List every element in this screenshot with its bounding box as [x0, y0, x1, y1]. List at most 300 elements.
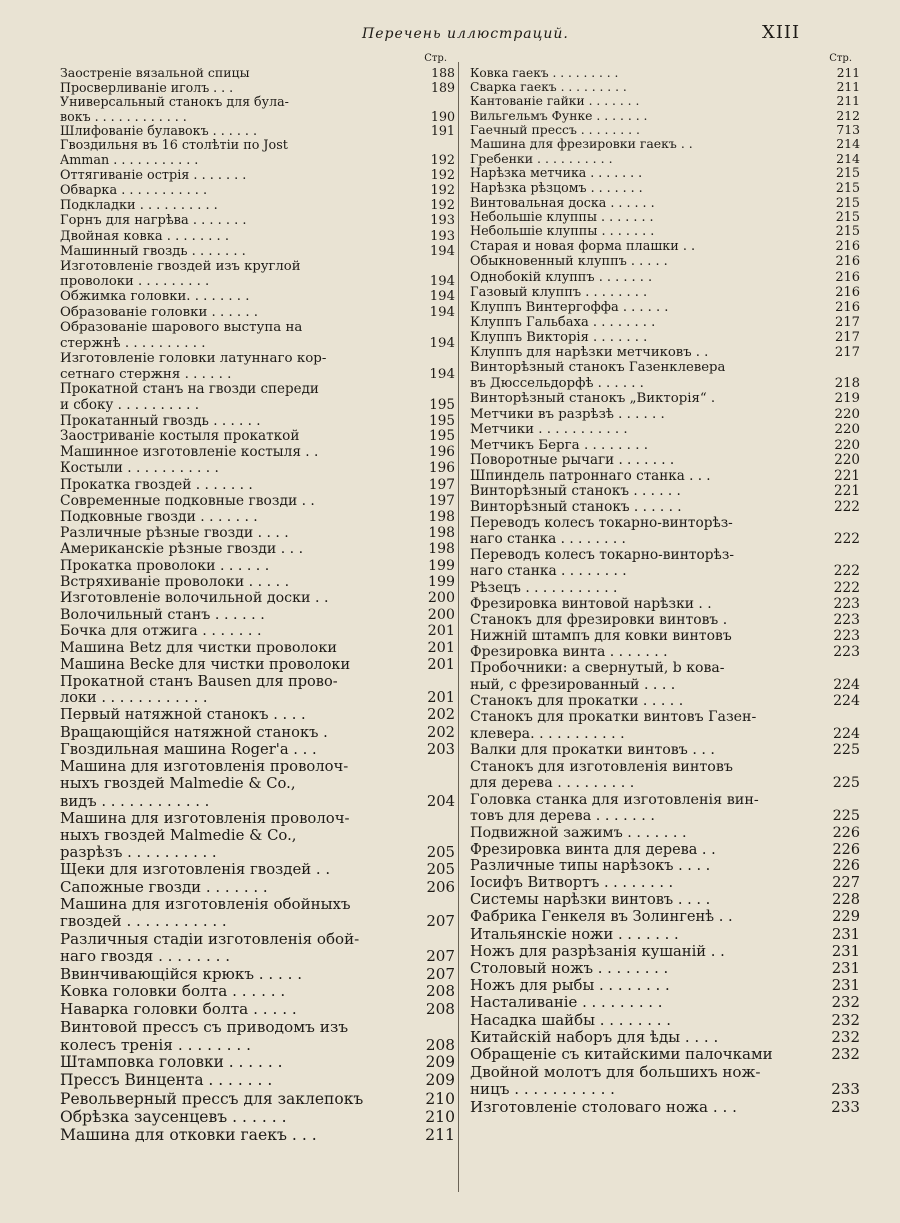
toc-entry-label: Подвижной зажимъ . . . . . . .: [470, 825, 687, 842]
toc-entry-page: 203: [426, 741, 455, 759]
toc-entry-label: Прессъ Винцента . . . . . . .: [60, 1072, 273, 1090]
toc-entry-label: Обрѣзка заусенцевъ . . . . . .: [60, 1108, 287, 1127]
toc-entry-page: 226: [832, 841, 860, 858]
toc-entry-label: Револьверный прессъ для заклепокъ: [60, 1090, 364, 1109]
toc-entry-page: 220: [834, 421, 860, 437]
toc-entry-page: 195: [429, 412, 455, 429]
toc-entry: [60, 429, 455, 445]
toc-entry-page: 212: [836, 108, 860, 123]
toc-entry-label: Насталиванiе . . . . . . . . .: [470, 994, 663, 1012]
toc-entry-label: Встряхиванiе проволоки . . . . .: [60, 573, 290, 590]
toc-entry-label: Прокатка гвоздей . . . . . . .: [60, 476, 253, 493]
toc-entry: [470, 109, 860, 123]
toc-entry: [470, 66, 860, 80]
toc-entry-page: 224: [833, 693, 860, 709]
toc-entry: [470, 137, 860, 151]
toc-entry-label: Iосифъ Витвортъ . . . . . . . .: [470, 875, 674, 892]
toc-entry: [470, 792, 860, 825]
toc-entry-page: 229: [832, 908, 860, 925]
toc-entry-page: 218: [834, 375, 860, 391]
toc-entry: [60, 541, 455, 557]
column-divider: [458, 62, 459, 1192]
toc-entry-page: 211: [836, 66, 860, 80]
right-column-head: Стр.: [829, 53, 852, 64]
toc-entry-label: Фрезировка винта . . . . . . .: [470, 644, 668, 661]
toc-entry-label: Машина для фрезировки гаекъ . .: [470, 137, 693, 152]
toc-entry-page: 222: [833, 499, 860, 516]
toc-entry-page: 198: [428, 508, 455, 525]
toc-entry-label: Винтовальная доска . . . . . .: [470, 195, 655, 210]
toc-entry-label: Заостренiе вязальной спицы: [60, 66, 250, 80]
toc-entry: [470, 196, 860, 211]
toc-entry: [60, 983, 455, 1001]
toc-entry-page: 233: [831, 1097, 860, 1116]
toc-entry-label: Подкладки . . . . . . . . . .: [60, 198, 218, 214]
toc-entry-page: 194: [429, 243, 455, 259]
toc-entry-label: Фрезировка винтовой нарѣзки . .: [470, 595, 712, 612]
toc-entry: [60, 674, 455, 708]
toc-entry-label: Просверливанiе иголъ . . .: [60, 80, 234, 95]
toc-entry-label: Изготовленiе головки латуннаго кор- сетнаго стержня . . . . . .: [60, 351, 327, 382]
toc-entry-page: 201: [427, 623, 455, 640]
toc-entry: [470, 516, 860, 548]
toc-entry-page: 220: [834, 406, 860, 422]
toc-entry-page: 204: [426, 792, 455, 810]
toc-entry: [470, 960, 860, 977]
toc-entry-label: Различные типы нарѣзокъ . . . .: [470, 858, 711, 875]
toc-entry-label: Клуппъ Гальбаха . . . . . . . .: [470, 314, 656, 330]
header-title: Перечень иллюстраций.: [362, 26, 569, 42]
toc-entry-label: Машина для изготовленiя проволоч- ныхъ гвоздей Malmedie & Co., видъ . . . . . . . . . . . .: [60, 758, 349, 810]
toc-entry-page: 215: [835, 209, 860, 225]
toc-entry: [60, 741, 455, 758]
toc-entry: [60, 289, 455, 304]
toc-entry-label: Обварка . . . . . . . . . . .: [60, 183, 208, 198]
toc-entry-page: 232: [831, 993, 860, 1012]
right-column: [470, 52, 860, 1116]
toc-entry-label: Валки для прокатки винтовъ . . .: [470, 742, 715, 759]
toc-entry-page: 217: [834, 329, 860, 345]
toc-entry-label: Наварка головки болта . . . . .: [60, 1001, 297, 1019]
toc-entry-page: 192: [430, 182, 455, 198]
toc-entry-label: Заостриванiе костыля прокаткой: [60, 429, 300, 445]
toc-entry: [470, 994, 860, 1011]
toc-entry: [60, 861, 455, 878]
toc-entry: [60, 493, 455, 509]
toc-entry-label: Образованiе шарового выступа на стержнѣ . . . . . . . . . .: [60, 320, 303, 351]
toc-entry-label: Машина для отковки гаекъ . . .: [60, 1126, 317, 1145]
toc-entry-label: Машина Betz для чистки проволоки: [60, 640, 337, 657]
toc-entry-label: Шпиндель патроннаго станка . . .: [470, 468, 711, 484]
toc-entry-label: Машинный гвоздь . . . . . . .: [60, 243, 246, 259]
toc-entry-label: Вращающiйся натяжной станокъ .: [60, 724, 328, 742]
toc-entry-label: Ковка головки болта . . . . . .: [60, 983, 286, 1001]
toc-entry-page: 228: [832, 891, 860, 909]
toc-entry-page: 223: [833, 611, 860, 628]
toc-entry-page: 189: [431, 79, 455, 95]
toc-entry-label: Небольшiе клуппы . . . . . . .: [470, 210, 654, 225]
toc-entry: [60, 607, 455, 624]
toc-entry-label: Прокатной станъ Bausen для прово- локи . . . . . . . . . . . .: [60, 673, 338, 707]
toc-entry-page: 222: [833, 562, 860, 579]
toc-entry-label: Костыли . . . . . . . . . . .: [60, 460, 219, 476]
toc-entry-page: 211: [425, 1125, 455, 1145]
toc-entry-page: 200: [427, 606, 455, 623]
toc-entry-page: 225: [832, 808, 860, 825]
toc-entry-label: Универсальный станокъ для була- вокъ . . . . . . . . . . . .: [60, 95, 289, 124]
toc-entry: [60, 139, 455, 169]
toc-entry-page: 193: [430, 228, 455, 244]
toc-entry-page: 211: [836, 80, 860, 95]
toc-entry-page: 209: [425, 1071, 455, 1090]
toc-entry: [470, 742, 860, 758]
toc-entry-page: 232: [831, 1010, 860, 1029]
toc-entry-label: Бочка для отжига . . . . . . .: [60, 623, 262, 640]
toc-entry-page: 217: [835, 314, 860, 330]
toc-entry: [60, 351, 455, 382]
toc-entry-page: 190: [430, 108, 455, 124]
toc-entry-page: 202: [427, 724, 455, 742]
left-column: [60, 52, 455, 1144]
toc-entry-label: Машина Becke для чистки проволоки: [60, 656, 351, 673]
toc-entry-label: Гвоздильная машина Roger'а . . .: [60, 741, 317, 759]
toc-entry: [470, 500, 860, 516]
toc-entry: [60, 305, 455, 320]
page-header: [0, 22, 900, 50]
toc-entry-label: Переводъ колесъ токарно-винторѣз- наго станка . . . . . . . .: [470, 516, 733, 547]
toc-entry: [60, 1019, 455, 1055]
toc-entry-page: 201: [427, 690, 455, 707]
toc-entry-label: Системы нарѣзки винтовъ . . . .: [470, 892, 711, 909]
toc-entry-page: 214: [836, 150, 860, 166]
toc-entry: [470, 300, 860, 315]
toc-entry-page: 231: [831, 977, 860, 995]
toc-entry-label: Ножъ для рыбы . . . . . . . .: [470, 977, 670, 995]
toc-entry: [60, 461, 455, 477]
toc-entry-label: Насадка шайбы . . . . . . . .: [470, 1011, 671, 1029]
toc-entry-label: Метчики . . . . . . . . . . .: [470, 421, 628, 437]
toc-entry-page: 225: [832, 775, 860, 792]
toc-entry-label: Современные подковные гвозди . .: [60, 492, 315, 509]
toc-entry-page: 211: [836, 94, 860, 109]
toc-entry-label: Клуппъ Викторiя . . . . . . .: [470, 329, 648, 345]
toc-entry: [60, 724, 455, 741]
toc-entry-label: Винторѣзный станокъ . . . . . .: [470, 500, 682, 516]
toc-entry-label: Рѣзецъ . . . . . . . . . . .: [470, 579, 618, 596]
toc-entry-label: Обыкновенный клуппъ . . . . .: [470, 254, 668, 269]
toc-entry-label: Станокъ для изготовленiя винтовъ для дерева . . . . . . . . .: [470, 758, 733, 792]
toc-entry: [470, 181, 860, 196]
toc-entry-label: Изготовленiе столоваго ножа . . .: [470, 1098, 737, 1116]
toc-entry-page: 194: [429, 304, 455, 320]
toc-entry-page: 198: [428, 541, 455, 558]
toc-entry-page: 201: [427, 640, 455, 657]
toc-entry: [60, 590, 455, 607]
toc-entry: [470, 548, 860, 580]
toc-entry-page: 231: [831, 960, 860, 978]
toc-entry-page: 192: [430, 198, 455, 214]
toc-entry-label: Винторѣзный станокъ Газенклевера въ Дюссельдорфѣ . . . . . .: [470, 360, 726, 391]
toc-entry: [470, 152, 860, 167]
toc-entry-label: Клуппъ для нарѣзки метчиковъ . .: [470, 345, 709, 361]
toc-entry-page: 215: [835, 194, 860, 210]
toc-entry: [470, 225, 860, 240]
toc-entry-page: 215: [835, 179, 860, 195]
toc-entry-label: Ковка гаекъ . . . . . . . . .: [470, 66, 619, 80]
toc-entry-label: Переводъ колесъ токарно-винторѣз- наго станка . . . . . . . .: [470, 547, 734, 579]
toc-entry-page: 220: [834, 452, 860, 469]
toc-entry: [60, 66, 455, 81]
toc-entry: [470, 166, 860, 181]
toc-entry-label: Штамповка головки . . . . . .: [60, 1054, 283, 1072]
toc-entry-label: Старая и новая форма плашки . .: [470, 239, 696, 254]
toc-entry-page: 231: [831, 943, 860, 960]
toc-entry-label: Американскiе рѣзные гвозди . . .: [60, 541, 304, 558]
toc-entry-label: Станокъ для прокатки винтовъ Газен- клевера. . . . . . . . . . .: [470, 709, 757, 742]
toc-entry: [60, 758, 455, 809]
toc-entry-page: 221: [834, 483, 860, 500]
toc-entry-label: Небольшiе клуппы . . . . . . .: [470, 224, 655, 239]
toc-entry: [470, 709, 860, 742]
toc-entry: [470, 759, 860, 792]
toc-entry-label: Винторѣзный станокъ „Викторiя“ .: [470, 391, 716, 407]
toc-entry: [60, 640, 455, 657]
toc-entry-page: 192: [430, 152, 455, 168]
toc-entry-label: Однобокiй клуппъ . . . . . . .: [470, 269, 653, 285]
toc-entry-label: Машинное изготовленiе костыля . .: [60, 445, 319, 461]
toc-entry: [60, 879, 455, 896]
toc-entry-page: 224: [833, 676, 860, 693]
toc-entry-page: 220: [834, 437, 860, 453]
toc-entry-label: Поворотные рычаги . . . . . . .: [470, 453, 675, 469]
toc-entry-label: Двойной молотъ для большихъ нож- ницъ . . . . . . . . . . .: [470, 1063, 761, 1099]
toc-entry: [470, 612, 860, 628]
toc-entry-page: 201: [427, 656, 455, 673]
toc-entry-page: 713: [836, 121, 860, 137]
toc-entry-label: Изготовленiе волочильной доски . .: [60, 590, 329, 607]
toc-entry-label: Горнъ для нагрѣва . . . . . . .: [60, 213, 247, 229]
toc-entry: [470, 210, 860, 225]
toc-entry: [60, 414, 455, 430]
toc-entry-page: 216: [835, 299, 860, 315]
toc-entry-label: Изготовленiе гвоздей изъ круглой проволоки . . . . . . . . .: [60, 258, 301, 290]
toc-entry: [470, 892, 860, 909]
toc-entry: [470, 977, 860, 994]
toc-entry-label: Нижнiй штампъ для ковки винтовъ: [470, 627, 732, 644]
toc-entry: [60, 1126, 455, 1144]
toc-entry: [60, 124, 455, 139]
toc-entry: [470, 345, 860, 360]
toc-entry-page: 206: [426, 877, 455, 896]
toc-entry-label: Прокатной станъ на гвозди спереди и сбоку . . . . . . . . . .: [60, 382, 319, 413]
toc-entry: [470, 596, 860, 612]
toc-entry-label: Винтовой прессъ съ приводомъ изъ колесъ тренiя . . . . . . . .: [60, 1018, 349, 1054]
toc-entry: [470, 438, 860, 454]
toc-entry-page: 205: [426, 844, 455, 862]
toc-entry-page: 223: [833, 644, 860, 661]
toc-entry-page: 208: [425, 982, 455, 1001]
toc-entry: [470, 660, 860, 693]
toc-entry: [60, 1001, 455, 1019]
toc-entry-label: Газовый клуппъ . . . . . . . .: [470, 284, 648, 300]
toc-entry: [470, 693, 860, 709]
toc-entry: [470, 875, 860, 892]
toc-entry-page: 188: [431, 65, 455, 80]
toc-entry-page: 223: [833, 627, 860, 644]
toc-entry: [60, 931, 455, 966]
toc-entry: [470, 270, 860, 285]
toc-entry: [60, 574, 455, 590]
toc-entry-label: Нарѣзка метчика . . . . . . .: [470, 166, 643, 181]
toc-entry-label: Метчики въ разрѣзѣ . . . . . .: [470, 406, 665, 422]
toc-entry: [60, 169, 455, 184]
toc-entry: [60, 95, 455, 124]
toc-entry-page: 208: [425, 1000, 455, 1019]
toc-entry: [60, 81, 455, 96]
toc-entry: [60, 229, 455, 244]
toc-entry: [60, 707, 455, 724]
toc-entry-page: 194: [429, 335, 455, 351]
toc-entry-label: Ввинчивающiйся крюкъ . . . . .: [60, 965, 303, 983]
left-column-head: Стр.: [424, 53, 447, 64]
toc-entry-page: 216: [835, 253, 860, 269]
toc-entry-page: 233: [831, 1080, 860, 1099]
toc-entry: [60, 1072, 455, 1090]
toc-entry-page: 215: [835, 223, 860, 239]
toc-entry: [470, 123, 860, 137]
toc-entry: [470, 240, 860, 255]
toc-entry-page: 210: [425, 1090, 455, 1109]
toc-entry: [470, 255, 860, 270]
toc-entry-page: 224: [832, 725, 860, 742]
toc-entry-page: 195: [429, 428, 455, 445]
toc-entry-page: 194: [429, 289, 455, 305]
toc-entry-page: 194: [429, 366, 455, 382]
toc-entry-page: 227: [832, 875, 860, 892]
toc-entry: [470, 1064, 860, 1099]
toc-entry-label: Столовый ножъ . . . . . . . .: [470, 960, 669, 978]
toc-entry-label: Оттягиванiе острiя . . . . . . .: [60, 168, 247, 183]
toc-entry-label: Первый натяжной станокъ . . . .: [60, 707, 306, 724]
toc-entry: [60, 623, 455, 640]
toc-entry: [470, 330, 860, 345]
toc-entry-label: Вильгельмъ Функе . . . . . . .: [470, 108, 648, 123]
toc-entry-page: 198: [428, 525, 455, 542]
toc-entry-page: 195: [429, 397, 455, 413]
toc-entry-page: 197: [428, 476, 455, 493]
toc-entry-label: Сапожные гвозди . . . . . . .: [60, 878, 268, 896]
toc-entry-page: 215: [836, 165, 860, 181]
toc-entry-label: Китайскiй наборъ для ѣды . . . .: [470, 1029, 719, 1047]
toc-entry-label: Метчикъ Берга . . . . . . . .: [470, 437, 649, 453]
toc-entry-page: 209: [425, 1053, 455, 1072]
toc-entry: [60, 184, 455, 199]
toc-entry-page: 210: [425, 1108, 455, 1127]
toc-entry-label: Гребенки . . . . . . . . . .: [470, 151, 613, 166]
toc-entry: [470, 285, 860, 300]
toc-entry-label: Винторѣзный станокъ . . . . . .: [470, 484, 681, 500]
toc-entry-label: Двойная ковка . . . . . . . .: [60, 228, 229, 244]
toc-entry-page: 216: [835, 269, 860, 285]
toc-entry-label: Итальянскiе ножи . . . . . . .: [470, 925, 679, 943]
toc-entry: [60, 525, 455, 541]
toc-entry: [60, 477, 455, 493]
toc-entry: [470, 453, 860, 469]
toc-entry-page: 219: [834, 391, 860, 407]
toc-entry-page: 200: [427, 590, 455, 607]
toc-entry: [470, 909, 860, 926]
toc-entry-label: Сварка гаекъ . . . . . . . . .: [470, 80, 627, 95]
toc-entry: [470, 80, 860, 94]
toc-entry-label: Ножъ для разрѣзанiя кушанiй . .: [470, 943, 725, 960]
toc-entry-label: Головка станка для изготовленiя вин- товъ для дерева . . . . . . .: [470, 791, 759, 825]
toc-entry-page: 214: [836, 136, 860, 152]
toc-entry: [470, 94, 860, 108]
toc-entry: [60, 382, 455, 413]
toc-entry-label: Шлифованiе булавокъ . . . . . .: [60, 124, 257, 139]
toc-entry-page: 193: [430, 213, 455, 229]
toc-entry-page: 226: [832, 858, 860, 875]
toc-entry: [470, 644, 860, 660]
toc-entry-label: Станокъ для фрезировки винтовъ .: [470, 611, 728, 628]
toc-entry: [60, 810, 455, 862]
toc-entry-label: Машина для изготовленiя проволоч- ныхъ гвоздей Malmedie & Co., разрѣзъ . . . . . . . . . .: [60, 809, 350, 862]
toc-entry-page: 225: [832, 742, 860, 759]
toc-entry-label: Образованiе головки . . . . . .: [60, 304, 259, 320]
toc-entry-label: Щеки для изготовленiя гвоздей . .: [60, 861, 331, 879]
toc-entry: [60, 198, 455, 213]
toc-entry: [60, 213, 455, 228]
toc-entry-label: Прокатанный гвоздь . . . . . .: [60, 413, 261, 429]
toc-entry-page: 191: [430, 123, 455, 139]
toc-entry-label: Пробочники: а свернутый, b кова- ный, с фрезированный . . . .: [470, 660, 725, 693]
toc-entry: [470, 858, 860, 875]
toc-entry: [470, 943, 860, 960]
toc-entry-page: 196: [428, 444, 455, 461]
toc-entry-page: 232: [831, 1045, 860, 1064]
toc-entry: [60, 259, 455, 290]
toc-entry-page: 216: [835, 238, 860, 254]
toc-entry: [470, 842, 860, 859]
toc-entry: [60, 509, 455, 525]
toc-entry-page: 217: [834, 345, 860, 361]
toc-entry: [470, 926, 860, 943]
toc-entry-page: 221: [834, 467, 860, 484]
toc-entry-page: 207: [426, 947, 455, 966]
toc-entry-label: Прокатка проволоки . . . . . .: [60, 557, 270, 574]
toc-entry-page: 197: [428, 492, 455, 509]
toc-entry: [60, 1090, 455, 1108]
toc-entry: [470, 360, 860, 391]
toc-entry-page: 222: [833, 530, 860, 547]
toc-entry: [470, 628, 860, 644]
toc-entry-label: Станокъ для прокатки . . . . .: [470, 693, 684, 709]
toc-entry: [60, 445, 455, 461]
toc-entry-label: Обжимка головки. . . . . . . .: [60, 289, 250, 305]
toc-entry: [470, 484, 860, 500]
toc-entry-label: Гаечный прессъ . . . . . . . .: [470, 122, 640, 137]
toc-entry: [60, 1054, 455, 1072]
toc-entry: [60, 657, 455, 674]
toc-entry: [470, 407, 860, 422]
toc-entry: [470, 391, 860, 406]
toc-entry-page: 222: [833, 579, 860, 596]
toc-entry-page: 208: [425, 1035, 455, 1054]
toc-entry-label: Волочильный станъ . . . . . .: [60, 606, 265, 623]
toc-entry-label: Клуппъ Винтергоффа . . . . . .: [470, 299, 669, 315]
toc-entry: [470, 580, 860, 596]
toc-entry-label: Машина для изготовленiя обойныхъ гвоздей . . . . . . . . . . .: [60, 895, 351, 931]
